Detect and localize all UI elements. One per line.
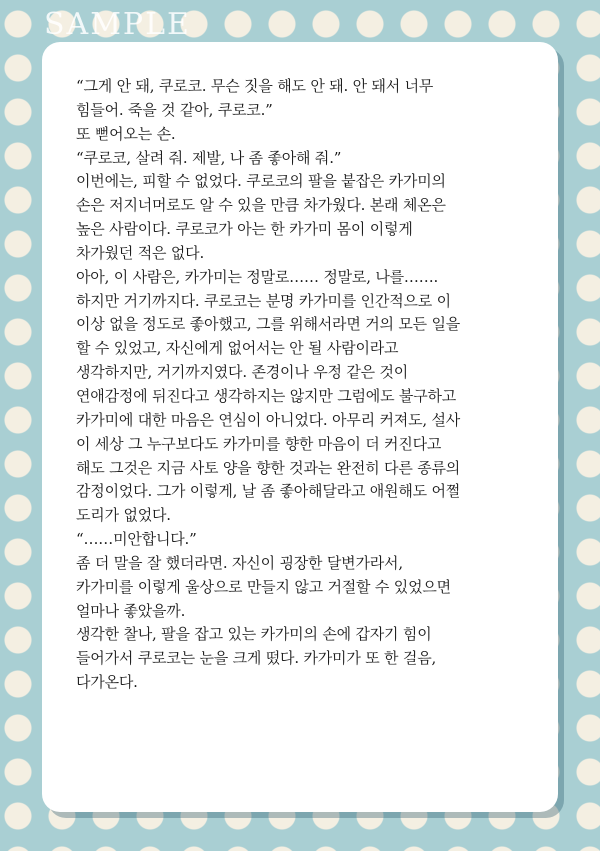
text-line: 힘들어. 죽을 것 같아, 쿠로코.” bbox=[76, 100, 273, 119]
text-line: 얼마나 좋았을까. bbox=[76, 601, 186, 620]
text-line: 좀 더 말을 잘 했더라면. 자신이 굉장한 달변가라서, bbox=[76, 553, 403, 572]
story-text bbox=[76, 75, 546, 695]
text-line: “쿠로코, 살려 줘. 제발, 나 좀 좋아해 줘.” bbox=[76, 148, 342, 167]
text-line: 차가웠던 적은 없다. bbox=[76, 243, 205, 262]
text-line: 생각하지만, 거기까지였다. 존경이나 우정 같은 것이 bbox=[76, 363, 409, 382]
text-line: 다가온다. bbox=[76, 673, 138, 692]
text-line: 높은 사람이다. 쿠로코가 아는 한 카가미 몸이 이렇게 bbox=[76, 220, 413, 239]
text-line: 할 수 있었고, 자신에게 없어서는 안 될 사람이라고 bbox=[76, 339, 399, 358]
text-line: 이 세상 그 누구보다도 카가미를 향한 마음이 더 커진다고 bbox=[76, 434, 442, 453]
text-line: 도리가 없었다. bbox=[76, 506, 171, 525]
text-line: 감정이었다. 그가 이렇게, 날 좀 좋아해달라고 애원해도 어쩔 bbox=[76, 482, 461, 501]
text-line: 카가미를 이렇게 울상으로 만들지 않고 거절할 수 있었으면 bbox=[76, 577, 451, 596]
text-line: 하지만 거기까지다. 쿠로코는 분명 카가미를 인간적으로 이 bbox=[76, 291, 451, 310]
text-line: 이상 없을 정도로 좋아했고, 그를 위해서라면 거의 모든 일을 bbox=[76, 315, 461, 334]
text-line: 들어가서 쿠로코는 눈을 크게 떴다. 카가미가 또 한 걸음, bbox=[76, 649, 437, 668]
text-line: 연애감정에 뒤진다고 생각하지는 않지만 그럼에도 불구하고 bbox=[76, 386, 457, 405]
text-line: 아아, 이 사람은, 카가미는 정말로…… 정말로, 나를……. bbox=[76, 267, 439, 286]
text-line: 이번에는, 피할 수 없었다. 쿠로코의 팔을 붙잡은 카가미의 bbox=[76, 172, 446, 191]
text-line: 해도 그것은 지금 사토 양을 향한 것과는 완전히 다른 종류의 bbox=[76, 458, 461, 477]
text-line: 카가미에 대한 마음은 연심이 아니었다. 아무리 커져도, 설사 bbox=[76, 410, 461, 429]
text-page bbox=[42, 42, 558, 812]
text-line: 손은 저지너머로도 알 수 있을 만큼 차가웠다. 본래 체온은 bbox=[76, 196, 446, 215]
text-line: 또 뻗어오는 손. bbox=[76, 124, 176, 143]
sample-watermark: SAMPLE bbox=[44, 7, 191, 42]
text-line: 생각한 찰나, 팔을 잡고 있는 카가미의 손에 갑자기 힘이 bbox=[76, 625, 432, 644]
text-line: “……미안합니다.” bbox=[76, 530, 197, 549]
text-line: “그게 안 돼, 쿠로코. 무슨 짓을 해도 안 돼. 안 돼서 너무 bbox=[76, 77, 434, 95]
